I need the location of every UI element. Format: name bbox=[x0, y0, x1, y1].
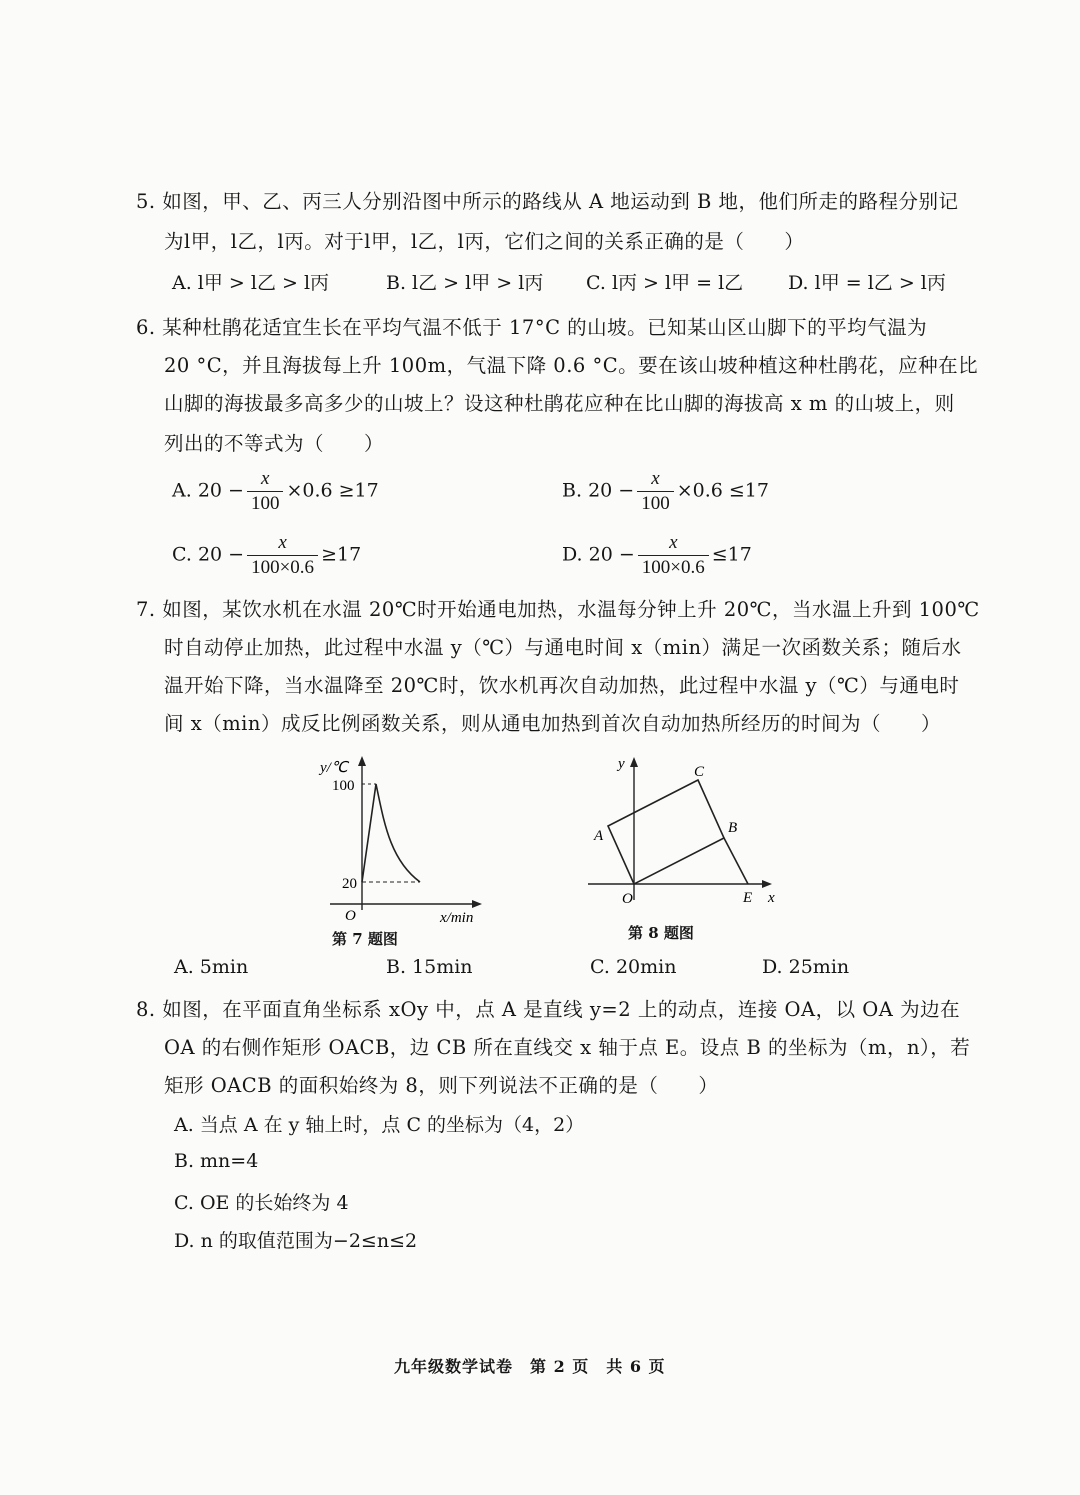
fig7-tick-100: 100 bbox=[332, 778, 355, 794]
fig7-ylabel: y/℃ bbox=[320, 760, 348, 776]
fig8-line-be bbox=[724, 838, 748, 884]
fig8-label-a: A bbox=[594, 828, 604, 844]
q7-line3: 温开始下降，当水温降至 20℃时，饮水机再次自动加热，此过程中水温 y（℃）与通电时 bbox=[164, 674, 960, 697]
fig7-xlabel: x/min bbox=[440, 910, 474, 926]
q7-line2: 时自动停止加热，此过程中水温 y（℃）与通电时间 x（min）满足一次函数关系；随后水 bbox=[164, 636, 962, 659]
fig8-rectangle-oacb bbox=[608, 780, 724, 884]
q8-option-d: D. n 的取值范围为−2≤n≤2 bbox=[174, 1230, 418, 1252]
q5-line2: 为l甲，l乙，l丙。对于l甲，l乙，l丙，它们之间的关系正确的是（ ） bbox=[164, 230, 805, 253]
figure-8 bbox=[580, 750, 790, 920]
q5-line1: 5. 如图，甲、乙、丙三人分别沿图中所示的路线从 A 地运动到 B 地，他们所走的路程分别记 bbox=[136, 190, 959, 213]
fig8-label-x: x bbox=[768, 890, 775, 906]
fig8-label-e: E bbox=[743, 890, 753, 906]
q6-option-c: C. 20 − $\frac{x}{100\times 0.6}$ ≥17 bbox=[172, 532, 362, 578]
fig8-x-arrow bbox=[762, 880, 772, 888]
q6-line3: 山脚的海拔最多高多少的山坡上？设这种杜鹃花应种在比山脚的海拔高 x m 的山坡上，则 bbox=[164, 392, 955, 415]
fig7-x-arrow bbox=[472, 900, 482, 908]
fig7-tick-20: 20 bbox=[342, 876, 357, 892]
q6-option-b: B. 20 − $\frac{x}{100}$ ×0.6 ≤17 bbox=[562, 468, 769, 514]
q8-option-b: B. mn=4 bbox=[174, 1150, 259, 1172]
q7-option-d: D. 25min bbox=[762, 956, 850, 978]
fig7-curve bbox=[362, 784, 420, 882]
fig8-caption: 第 8 题图 bbox=[628, 924, 694, 942]
fig8-label-y: y bbox=[618, 756, 625, 772]
fig7-y-arrow bbox=[358, 756, 366, 766]
q8-option-a: A. 当点 A 在 y 轴上时，点 C 的坐标为（4，2） bbox=[174, 1114, 585, 1136]
fig7-origin: O bbox=[345, 908, 356, 924]
q8-line1: 8. 如图，在平面直角坐标系 xOy 中，点 A 是直线 y=2 上的动点，连接 OA，以 OA 为边在 bbox=[136, 998, 961, 1021]
q6-line1: 6. 某种杜鹃花适宜生长在平均气温不低于 17°C 的山坡。已知某山区山脚下的平均气温为 bbox=[136, 316, 928, 339]
q7-line1: 7. 如图，某饮水机在水温 20℃时开始通电加热，水温每分钟上升 20℃，当水温上升到 100℃ bbox=[136, 598, 980, 621]
q8-option-c: C. OE 的长始终为 4 bbox=[174, 1192, 349, 1214]
q6-option-d: D. 20 − $\frac{x}{100\times 0.6}$ ≤17 bbox=[562, 532, 752, 578]
q6-option-a: A. 20 − $\frac{x}{100}$ ×0.6 ≥17 bbox=[172, 468, 379, 514]
q8-line2: OA 的右侧作矩形 OACB，边 CB 所在直线交 x 轴于点 E。设点 B 的坐标为（m，n），若 bbox=[164, 1036, 971, 1059]
figure-7 bbox=[300, 750, 500, 950]
q5-option-c: C. l丙 > l甲 = l乙 bbox=[586, 272, 744, 294]
q8-line3: 矩形 OACB 的面积始终为 8，则下列说法不正确的是（ ） bbox=[164, 1074, 719, 1097]
q5-option-d: D. l甲 = l乙 > l丙 bbox=[788, 272, 946, 294]
q5-option-b: B. l乙 > l甲 > l丙 bbox=[386, 272, 544, 294]
q6-line4: 列出的不等式为（ ） bbox=[164, 432, 385, 455]
q7-option-c: C. 20min bbox=[590, 956, 677, 978]
fig8-label-b: B bbox=[728, 820, 738, 836]
q5-option-a: A. l甲 > l乙 > l丙 bbox=[172, 272, 330, 294]
q6-line2: 20 °C，并且海拔每上升 100m，气温下降 0.6 °C。要在该山坡种植这种杜鹃花，应种在比 bbox=[164, 354, 979, 377]
fig8-label-o: O bbox=[622, 891, 633, 907]
fig8-label-c: C bbox=[694, 764, 705, 780]
fig8-y-arrow bbox=[630, 757, 638, 767]
q7-option-b: B. 15min bbox=[386, 956, 473, 978]
page-footer: 九年级数学试卷 第 2 页 共 6 页 bbox=[394, 1357, 666, 1376]
fig7-caption: 第 7 题图 bbox=[332, 930, 398, 948]
q7-option-a: A. 5min bbox=[174, 956, 249, 978]
q7-line4: 间 x（min）成反比例函数关系，则从通电加热到首次自动加热所经历的时间为（ ） bbox=[164, 712, 941, 735]
